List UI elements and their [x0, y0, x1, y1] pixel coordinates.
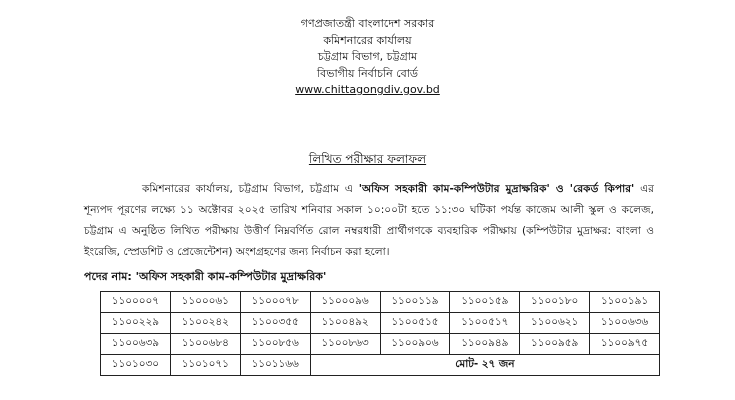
roll-cell: ১১০০৬৩৯ [101, 334, 171, 355]
roll-cell: ১১০০৪৯২ [310, 313, 380, 334]
roll-cell: ১১০১০৭১ [170, 355, 240, 376]
table-row [101, 334, 660, 355]
roll-cell: ১১০০৩৫৫ [240, 313, 310, 334]
roll-cell: ১১০০৮৫৬ [240, 334, 310, 355]
roll-cell: ১১০০১৯১ [590, 292, 660, 313]
paragraph-text-1: কমিশনারের কার্যালয়, চট্টগ্রাম বিভাগ, চট্টগ্রাম এ [142, 183, 359, 195]
roll-cell: ১১০০৯৪৯ [450, 334, 520, 355]
result-title: লিখিত পরীক্ষার ফলাফল [308, 152, 427, 166]
roll-cell: ১১০০০৬১ [170, 292, 240, 313]
roll-cell: ১১০০১৫৯ [450, 292, 520, 313]
roll-cell: ১১০০৯০৬ [380, 334, 450, 355]
roll-cell: ১১০০৯৭৫ [590, 334, 660, 355]
roll-cell: ১১০০৮৬৩ [310, 334, 380, 355]
table-row [101, 355, 660, 376]
roll-cell: ১১০০১১৯ [380, 292, 450, 313]
roll-cell: ১১০০০৭৮ [240, 292, 310, 313]
roll-cell: ১১০০৬৩৬ [590, 313, 660, 334]
roll-cell: ১১০০১৮০ [520, 292, 590, 313]
roll-cell: ১১০০০৯৬ [310, 292, 380, 313]
roll-number-table [100, 291, 660, 376]
post-names: 'অফিস সহকারী কাম-কম্পিউটার মুদ্রাক্ষরিক' ও 'রেকর্ড কিপার' [358, 183, 635, 195]
roll-cell: ১১০০৬৮৪ [170, 334, 240, 355]
roll-cell: ১১০০৫১৫ [380, 313, 450, 334]
government-name: গণপ্রজাতন্ত্রী বাংলাদেশ সরকার [300, 17, 435, 30]
paragraph-text-2: এর শূন্যপদ পূরণের লক্ষ্যে ১১ অক্টোবর ২০২৫ তারিখ শনিবার সকাল ১০:০০টা হতে ১১:৩০ ঘটিকা পর্যন্ত কাজেম আলী স্কুল ও কলেজ, চট্টগ্রাম এ অনুষ্ঠিত লিখিত পরীক্ষায় উত্তীর্ণ নিম্নবর্ণিত রোল নম্বরধারী প্রার্থীগণকে ব্যবহারিক পরীক্ষায় (কম্পিউটার মুদ্রাক্ষর: বাংলা ও ইংরেজি, স্প্রেডশিট ও প্রেজেন্টেশন) অংশগ্রহণের জন্য নির্বাচন করা হলো। [84, 183, 654, 258]
website-link[interactable]: www.chittagongdiv.gov.bd [295, 83, 440, 96]
office-header [0, 16, 735, 99]
division-name: চট্টগ্রাম বিভাগ, চট্টগ্রাম [317, 50, 418, 63]
roll-cell: ১১০১১৬৬ [240, 355, 310, 376]
roll-cell: ১১০০৫১৭ [450, 313, 520, 334]
table-row [101, 313, 660, 334]
post-name-heading: পদের নাম: 'অফিস সহকারী কাম-কম্পিউটার মুদ্রাক্ষরিক' [84, 270, 327, 283]
roll-cell: ১১০০৯৫৯ [520, 334, 590, 355]
roll-cell: ১১০০২৪২ [170, 313, 240, 334]
roll-cell: ১১০০০০৭ [101, 292, 171, 313]
board-name: বিভাগীয় নির্বাচনি বোর্ড [316, 66, 419, 80]
roll-cell: ১১০০৬২১ [520, 313, 590, 334]
office-name: কমিশনারের কার্যালয় [323, 33, 412, 47]
roll-cell: ১১০০২২৯ [101, 313, 171, 334]
table-row [101, 292, 660, 313]
total-count: মোট- ২৭ জন [310, 355, 659, 376]
notice-paragraph [84, 179, 654, 263]
roll-cell: ১১০১০৩০ [101, 355, 171, 376]
